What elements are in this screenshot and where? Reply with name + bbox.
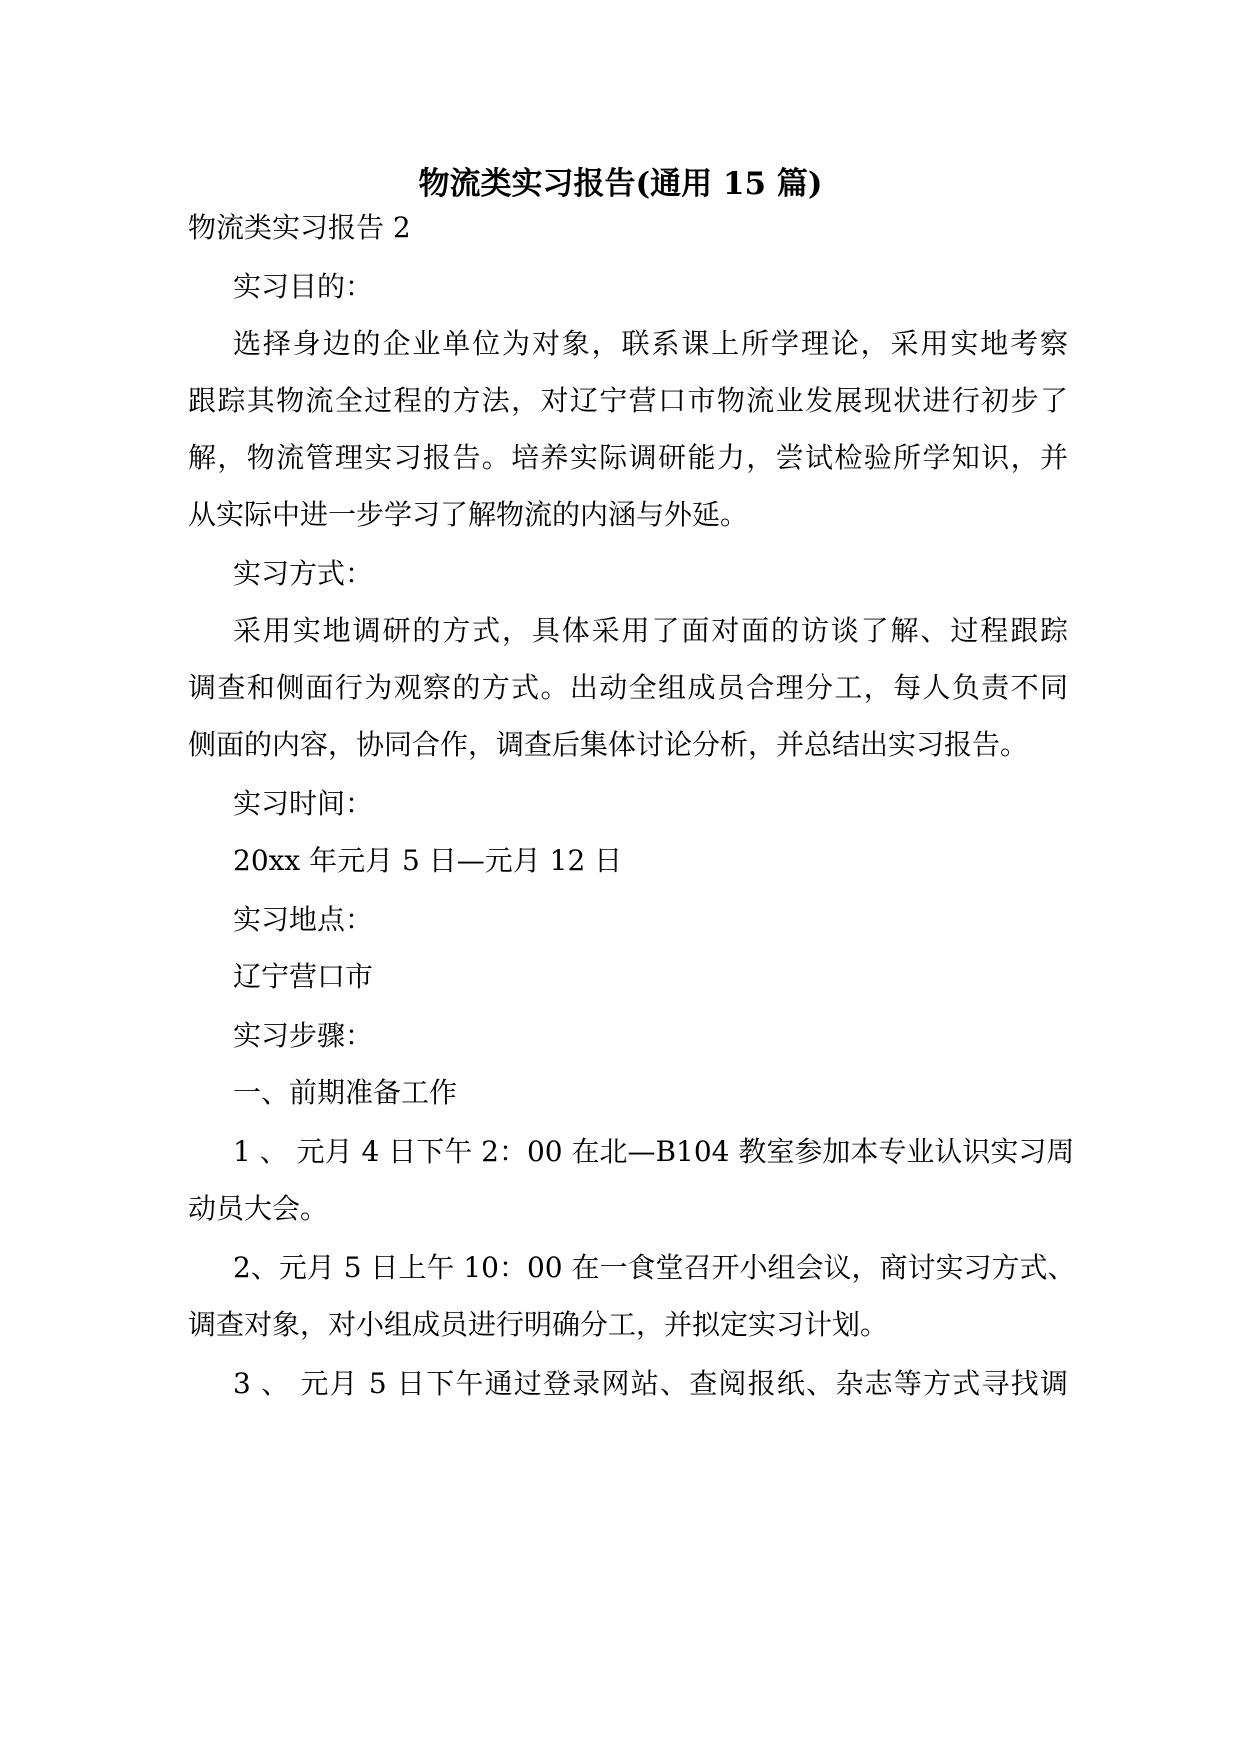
paragraph-heading-time: 实习时间：: [233, 787, 374, 820]
paragraph-line: 动员大会。: [188, 1192, 329, 1225]
paragraph-line: 一、前期准备工作: [233, 1076, 458, 1109]
section-heading: 物流类实习报告 2: [188, 211, 411, 244]
paragraph-line: 从实际中进一步学习了解物流的内涵与外延。: [188, 498, 749, 531]
paragraph-heading-method: 实习方式：: [233, 557, 374, 590]
paragraph-line: 3 、 元月 5 日下午通过登录网站、查阅报纸、杂志等方式寻找调: [233, 1367, 1068, 1400]
paragraph-line: 跟踪其物流全过程的方法，对辽宁营口市物流业发展现状进行初步了: [188, 384, 1068, 417]
paragraph-heading-purpose: 实习目的：: [233, 270, 374, 303]
paragraph-line: 采用实地调研的方式，具体采用了面对面的访谈了解、过程跟踪: [233, 614, 1068, 647]
paragraph-line: 侧面的内容，协同合作，调查后集体讨论分析，并总结出实习报告。: [188, 728, 1029, 761]
paragraph-heading-location: 实习地点：: [233, 903, 374, 936]
document-title: 物流类实习报告(通用 15 篇): [418, 166, 823, 202]
paragraph-line: 2、元月 5 日上午 10：00 在一食堂召开小组会议，商讨实习方式、: [233, 1251, 1076, 1284]
paragraph-line: 调查和侧面行为观察的方式。出动全组成员合理分工，每人负责不同: [188, 671, 1068, 704]
paragraph-heading-steps: 实习步骤：: [233, 1019, 374, 1052]
paragraph-line: 调查对象，对小组成员进行明确分工，并拟定实习计划。: [188, 1308, 889, 1341]
paragraph-line: 选择身边的企业单位为对象，联系课上所学理论，采用实地考察: [233, 327, 1068, 360]
paragraph-line: 1 、 元月 4 日下午 2：00 在北—B104 教室参加本专业认识实习周: [233, 1135, 1075, 1168]
paragraph-line: 辽宁营口市: [233, 960, 374, 993]
paragraph-line: 20xx 年元月 5 日—元月 12 日: [233, 844, 623, 877]
paragraph-line: 解，物流管理实习报告。培养实际调研能力，尝试检验所学知识，并: [188, 441, 1068, 474]
